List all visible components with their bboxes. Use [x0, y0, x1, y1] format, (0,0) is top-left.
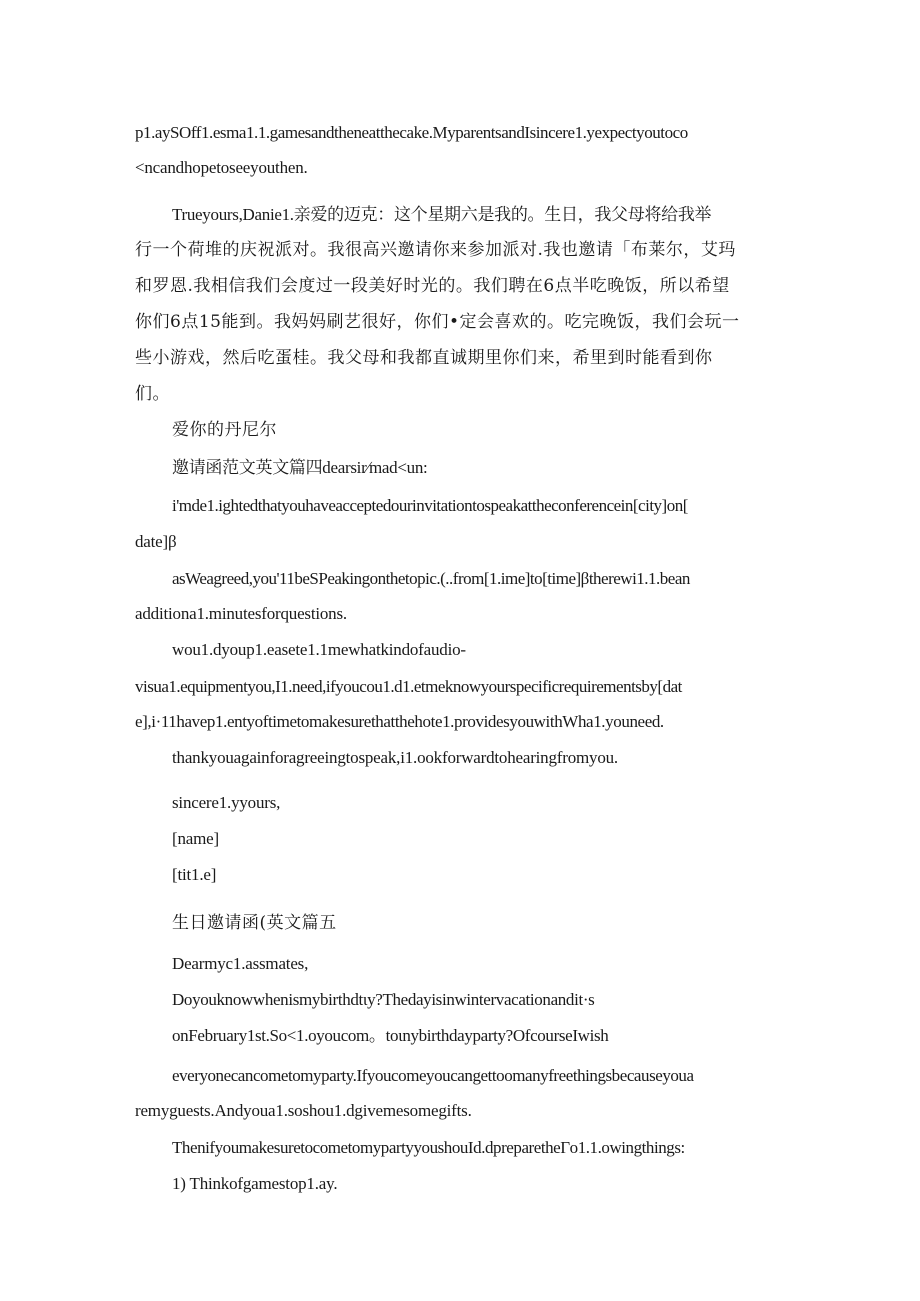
body-text-line: remyguests.Andyoua1.soshou1.dgivemesomegifts.: [135, 1101, 472, 1120]
body-text-line: asWeagreed,you'11beSPeakingonthetopic.(..from[1.ime]to[time]βtherewi1.1.bean: [172, 569, 690, 588]
body-text-line: Trueyours,Danie1.亲爱的迈克：这个星期六是我的。生日，我父母将给我举: [172, 205, 712, 224]
body-text-line: p1.aySOff1.esma1.1.gamesandtheneatthecake.MyparentsandIsincere1.yexpectyoutoco: [135, 123, 688, 142]
body-text-line: <ncandhopetoseeyouthen.: [135, 158, 308, 177]
closing-line: sincere1.yyours,: [172, 793, 281, 812]
body-text-line: onFebruary1st.So<1.oyoucom。toιnybirthdayparty?OfcourseIwish: [172, 1026, 609, 1045]
body-text-line: 和罗恩.我相信我们会度过一段美好时光的。我们聘在6点半吃晚饭，所以希望: [135, 276, 730, 296]
closing-line: [tit1.e]: [172, 865, 217, 884]
list-item: 1) Thinkofgamestop1.ay.: [172, 1174, 338, 1193]
section-heading: 生日邀请函(英文篇五: [172, 913, 337, 933]
body-text-line: 些小游戏，然后吃蛋桂。我父母和我都直诚期里你们来，希里到时能看到你: [135, 348, 713, 368]
body-text-line: i'mde1.ightedthatyouhaveacceptedourinvitationtospeakattheconferencein[city]on[: [172, 496, 688, 515]
body-text-line: 你们6点15能到。我妈妈刷艺很好，你们•定会喜欢的。吃完晚饭，我们会玩一: [135, 312, 740, 332]
closing-line: [name]: [172, 829, 219, 848]
body-text-line: e],i·11havep1.entyoftimetomakesurethatthehote1.providesyouwithWha1.youneed.: [135, 712, 664, 731]
body-text-line: Doyouknowwhenismybirthdtιy?Thedayisinwintervacationandit·s: [172, 990, 595, 1009]
body-text-line: additiona1.minutesforquestions.: [135, 604, 347, 623]
body-text-line: 行一个荷堆的庆祝派对。我很高兴邀请你来参加派对.我也邀请「布莱尔，艾玛: [135, 240, 736, 260]
body-text-line: ThenifyoumakesuretocometomypartyyoushouId.dpreparetheΓo1.1.owingthings:: [172, 1138, 685, 1157]
body-text-line: Dearmyc1.assmates,: [172, 954, 309, 973]
body-text-line: wou1.dyoup1.easete1.1mewhatkindofaudio-: [172, 640, 466, 659]
body-text-line: everyonecancometomyparty.Ifyoucomeyoucangettoomanyfreethingsbecauseyoua: [172, 1066, 694, 1085]
body-text-line: visua1.equipmentyou,I1.need,ifyoucou1.d1.etmeknowyourspecificrequirementsby[dat: [135, 677, 682, 696]
signature-line: 爱你的丹尼尔: [172, 420, 277, 440]
body-text-line: thankyouagainforagreeingtospeak,i1.ookforwardtohearingfromyou.: [172, 748, 618, 767]
body-text-line: date]β: [135, 532, 177, 551]
body-text-line: 们。: [135, 384, 170, 404]
section-heading: 邀请函范文英文篇四dearsir∕mad<un:: [172, 458, 428, 477]
